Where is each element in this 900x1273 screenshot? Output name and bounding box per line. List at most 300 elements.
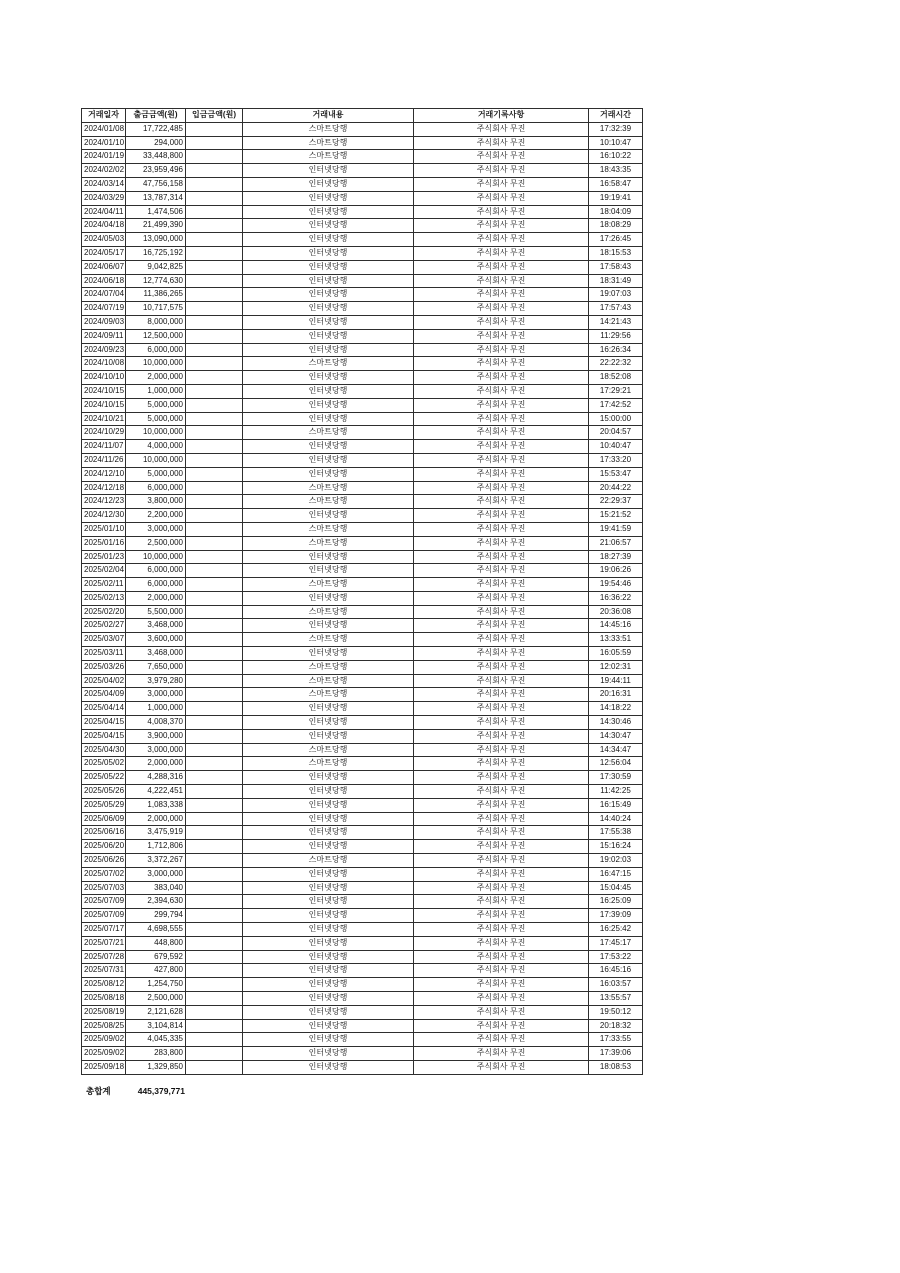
record-cell: 주식회사 무진 (414, 1005, 589, 1019)
record-cell: 주식회사 무진 (414, 136, 589, 150)
deposit-amount-cell (186, 1060, 243, 1074)
time-cell: 13:33:51 (589, 633, 643, 647)
record-cell: 주식회사 무진 (414, 467, 589, 481)
date-cell: 2024/07/19 (82, 302, 126, 316)
date-cell: 2025/04/14 (82, 702, 126, 716)
table-row (82, 1033, 643, 1047)
table-row (82, 260, 643, 274)
total-row (86, 1085, 185, 1097)
table-row (82, 274, 643, 288)
table-row (82, 453, 643, 467)
table-row (82, 536, 643, 550)
header-withdrawal: 출금금액(원) (126, 109, 186, 123)
deposit-amount-cell (186, 426, 243, 440)
withdrawal-amount-cell: 7,650,000 (126, 660, 186, 674)
date-cell: 2025/08/19 (82, 1005, 126, 1019)
date-cell: 2024/06/18 (82, 274, 126, 288)
description-cell: 인터넷당행 (243, 964, 414, 978)
record-cell: 주식회사 무진 (414, 384, 589, 398)
time-cell: 14:40:24 (589, 812, 643, 826)
record-cell: 주식회사 무진 (414, 936, 589, 950)
time-cell: 17:26:45 (589, 233, 643, 247)
record-cell: 주식회사 무진 (414, 881, 589, 895)
deposit-amount-cell (186, 771, 243, 785)
description-cell: 인터넷당행 (243, 978, 414, 992)
time-cell: 16:45:16 (589, 964, 643, 978)
deposit-amount-cell (186, 909, 243, 923)
table-row (82, 1005, 643, 1019)
table-row (82, 605, 643, 619)
record-cell: 주식회사 무진 (414, 909, 589, 923)
description-cell: 스마트당행 (243, 150, 414, 164)
record-cell: 주식회사 무진 (414, 978, 589, 992)
deposit-amount-cell (186, 564, 243, 578)
time-cell: 18:43:35 (589, 164, 643, 178)
record-cell: 주식회사 무진 (414, 895, 589, 909)
deposit-amount-cell (186, 164, 243, 178)
withdrawal-amount-cell: 12,774,630 (126, 274, 186, 288)
record-cell: 주식회사 무진 (414, 205, 589, 219)
description-cell: 스마트당행 (243, 522, 414, 536)
header-date: 거래일자 (82, 109, 126, 123)
withdrawal-amount-cell: 6,000,000 (126, 564, 186, 578)
record-cell: 주식회사 무진 (414, 164, 589, 178)
date-cell: 2025/04/02 (82, 674, 126, 688)
withdrawal-amount-cell: 3,468,000 (126, 619, 186, 633)
table-row (82, 674, 643, 688)
deposit-amount-cell (186, 688, 243, 702)
description-cell: 인터넷당행 (243, 371, 414, 385)
table-row (82, 909, 643, 923)
record-cell: 주식회사 무진 (414, 315, 589, 329)
time-cell: 17:57:43 (589, 302, 643, 316)
time-cell: 16:03:57 (589, 978, 643, 992)
record-cell: 주식회사 무진 (414, 1019, 589, 1033)
date-cell: 2025/07/09 (82, 895, 126, 909)
date-cell: 2025/01/23 (82, 550, 126, 564)
description-cell: 인터넷당행 (243, 191, 414, 205)
table-row (82, 398, 643, 412)
time-cell: 17:33:20 (589, 453, 643, 467)
withdrawal-amount-cell: 3,000,000 (126, 522, 186, 536)
time-cell: 15:53:47 (589, 467, 643, 481)
time-cell: 20:36:08 (589, 605, 643, 619)
record-cell: 주식회사 무진 (414, 591, 589, 605)
time-cell: 11:42:25 (589, 785, 643, 799)
description-cell: 스마트당행 (243, 495, 414, 509)
record-cell: 주식회사 무진 (414, 1033, 589, 1047)
time-cell: 16:10:22 (589, 150, 643, 164)
table-row (82, 481, 643, 495)
description-cell: 스마트당행 (243, 536, 414, 550)
record-cell: 주식회사 무진 (414, 481, 589, 495)
time-cell: 17:55:38 (589, 826, 643, 840)
description-cell: 스마트당행 (243, 757, 414, 771)
description-cell: 스마트당행 (243, 605, 414, 619)
table-row (82, 384, 643, 398)
withdrawal-amount-cell: 10,000,000 (126, 550, 186, 564)
record-cell: 주식회사 무진 (414, 647, 589, 661)
date-cell: 2024/10/08 (82, 357, 126, 371)
date-cell: 2025/07/31 (82, 964, 126, 978)
description-cell: 인터넷당행 (243, 1060, 414, 1074)
record-cell: 주식회사 무진 (414, 854, 589, 868)
withdrawal-amount-cell: 5,000,000 (126, 412, 186, 426)
description-cell: 인터넷당행 (243, 950, 414, 964)
withdrawal-amount-cell: 283,800 (126, 1047, 186, 1061)
table-row (82, 660, 643, 674)
record-cell: 주식회사 무진 (414, 743, 589, 757)
withdrawal-amount-cell: 2,200,000 (126, 509, 186, 523)
record-cell: 주식회사 무진 (414, 150, 589, 164)
time-cell: 18:31:49 (589, 274, 643, 288)
record-cell: 주식회사 무진 (414, 633, 589, 647)
table-row (82, 1047, 643, 1061)
withdrawal-amount-cell: 13,787,314 (126, 191, 186, 205)
deposit-amount-cell (186, 647, 243, 661)
deposit-amount-cell (186, 798, 243, 812)
withdrawal-amount-cell: 21,499,390 (126, 219, 186, 233)
record-cell: 주식회사 무진 (414, 177, 589, 191)
table-row (82, 1019, 643, 1033)
table-row (82, 357, 643, 371)
time-cell: 19:06:26 (589, 564, 643, 578)
time-cell: 16:26:34 (589, 343, 643, 357)
time-cell: 14:18:22 (589, 702, 643, 716)
description-cell: 스마트당행 (243, 660, 414, 674)
time-cell: 18:15:53 (589, 246, 643, 260)
table-row (82, 343, 643, 357)
time-cell: 16:25:09 (589, 895, 643, 909)
time-cell: 19:44:11 (589, 674, 643, 688)
table-row (82, 302, 643, 316)
withdrawal-amount-cell: 3,900,000 (126, 729, 186, 743)
deposit-amount-cell (186, 246, 243, 260)
description-cell: 인터넷당행 (243, 771, 414, 785)
time-cell: 22:22:32 (589, 357, 643, 371)
date-cell: 2025/03/11 (82, 647, 126, 661)
withdrawal-amount-cell: 13,090,000 (126, 233, 186, 247)
description-cell: 인터넷당행 (243, 909, 414, 923)
record-cell: 주식회사 무진 (414, 1047, 589, 1061)
record-cell: 주식회사 무진 (414, 288, 589, 302)
deposit-amount-cell (186, 702, 243, 716)
record-cell: 주식회사 무진 (414, 619, 589, 633)
table-row (82, 867, 643, 881)
record-cell: 주식회사 무진 (414, 371, 589, 385)
time-cell: 14:30:46 (589, 716, 643, 730)
description-cell: 인터넷당행 (243, 205, 414, 219)
table-row (82, 191, 643, 205)
record-cell: 주식회사 무진 (414, 1060, 589, 1074)
record-cell: 주식회사 무진 (414, 412, 589, 426)
deposit-amount-cell (186, 826, 243, 840)
time-cell: 18:04:09 (589, 205, 643, 219)
record-cell: 주식회사 무진 (414, 826, 589, 840)
date-cell: 2024/05/03 (82, 233, 126, 247)
withdrawal-amount-cell: 2,500,000 (126, 536, 186, 550)
time-cell: 16:25:42 (589, 923, 643, 937)
time-cell: 19:19:41 (589, 191, 643, 205)
date-cell: 2024/04/11 (82, 205, 126, 219)
description-cell: 스마트당행 (243, 578, 414, 592)
record-cell: 주식회사 무진 (414, 660, 589, 674)
deposit-amount-cell (186, 550, 243, 564)
date-cell: 2025/07/02 (82, 867, 126, 881)
deposit-amount-cell (186, 978, 243, 992)
time-cell: 15:21:52 (589, 509, 643, 523)
deposit-amount-cell (186, 591, 243, 605)
table-row (82, 509, 643, 523)
record-cell: 주식회사 무진 (414, 453, 589, 467)
date-cell: 2025/07/28 (82, 950, 126, 964)
deposit-amount-cell (186, 1047, 243, 1061)
time-cell: 20:04:57 (589, 426, 643, 440)
withdrawal-amount-cell: 4,288,316 (126, 771, 186, 785)
time-cell: 21:06:57 (589, 536, 643, 550)
deposit-amount-cell (186, 219, 243, 233)
date-cell: 2025/04/15 (82, 716, 126, 730)
date-cell: 2024/10/15 (82, 398, 126, 412)
withdrawal-amount-cell: 3,000,000 (126, 743, 186, 757)
withdrawal-amount-cell: 12,500,000 (126, 329, 186, 343)
date-cell: 2025/09/02 (82, 1047, 126, 1061)
record-cell: 주식회사 무진 (414, 702, 589, 716)
record-cell: 주식회사 무진 (414, 440, 589, 454)
table-row (82, 854, 643, 868)
deposit-amount-cell (186, 950, 243, 964)
table-row (82, 329, 643, 343)
time-cell: 14:34:47 (589, 743, 643, 757)
withdrawal-amount-cell: 2,500,000 (126, 992, 186, 1006)
date-cell: 2024/09/11 (82, 329, 126, 343)
date-cell: 2025/06/26 (82, 854, 126, 868)
record-cell: 주식회사 무진 (414, 329, 589, 343)
date-cell: 2024/12/23 (82, 495, 126, 509)
withdrawal-amount-cell: 3,000,000 (126, 688, 186, 702)
table-row (82, 633, 643, 647)
deposit-amount-cell (186, 881, 243, 895)
deposit-amount-cell (186, 674, 243, 688)
description-cell: 스마트당행 (243, 136, 414, 150)
time-cell: 20:16:31 (589, 688, 643, 702)
deposit-amount-cell (186, 936, 243, 950)
description-cell: 인터넷당행 (243, 812, 414, 826)
time-cell: 10:10:47 (589, 136, 643, 150)
total-value: 445,379,771 (137, 1086, 185, 1096)
date-cell: 2024/12/10 (82, 467, 126, 481)
record-cell: 주식회사 무진 (414, 757, 589, 771)
description-cell: 인터넷당행 (243, 729, 414, 743)
table-row (82, 564, 643, 578)
description-cell: 인터넷당행 (243, 1019, 414, 1033)
time-cell: 10:40:47 (589, 440, 643, 454)
time-cell: 16:15:49 (589, 798, 643, 812)
description-cell: 인터넷당행 (243, 550, 414, 564)
date-cell: 2024/07/04 (82, 288, 126, 302)
description-cell: 인터넷당행 (243, 647, 414, 661)
date-cell: 2025/05/26 (82, 785, 126, 799)
description-cell: 인터넷당행 (243, 564, 414, 578)
withdrawal-amount-cell: 47,756,158 (126, 177, 186, 191)
deposit-amount-cell (186, 923, 243, 937)
deposit-amount-cell (186, 357, 243, 371)
table-row (82, 964, 643, 978)
date-cell: 2025/08/12 (82, 978, 126, 992)
table-row (82, 840, 643, 854)
withdrawal-amount-cell: 11,386,265 (126, 288, 186, 302)
deposit-amount-cell (186, 743, 243, 757)
date-cell: 2025/01/16 (82, 536, 126, 550)
withdrawal-amount-cell: 1,329,850 (126, 1060, 186, 1074)
deposit-amount-cell (186, 854, 243, 868)
time-cell: 14:45:16 (589, 619, 643, 633)
description-cell: 인터넷당행 (243, 467, 414, 481)
record-cell: 주식회사 무진 (414, 122, 589, 136)
time-cell: 12:56:04 (589, 757, 643, 771)
transactions-table (81, 108, 643, 1075)
time-cell: 17:42:52 (589, 398, 643, 412)
date-cell: 2025/05/02 (82, 757, 126, 771)
date-cell: 2025/02/13 (82, 591, 126, 605)
withdrawal-amount-cell: 10,000,000 (126, 357, 186, 371)
description-cell: 인터넷당행 (243, 329, 414, 343)
withdrawal-amount-cell: 3,475,919 (126, 826, 186, 840)
description-cell: 인터넷당행 (243, 992, 414, 1006)
description-cell: 인터넷당행 (243, 1033, 414, 1047)
header-record: 거래기록사항 (414, 109, 589, 123)
withdrawal-amount-cell: 4,000,000 (126, 440, 186, 454)
table-row (82, 992, 643, 1006)
withdrawal-amount-cell: 9,042,825 (126, 260, 186, 274)
withdrawal-amount-cell: 4,698,555 (126, 923, 186, 937)
description-cell: 인터넷당행 (243, 798, 414, 812)
time-cell: 17:32:39 (589, 122, 643, 136)
date-cell: 2024/04/18 (82, 219, 126, 233)
record-cell: 주식회사 무진 (414, 219, 589, 233)
deposit-amount-cell (186, 522, 243, 536)
date-cell: 2025/04/09 (82, 688, 126, 702)
deposit-amount-cell (186, 329, 243, 343)
time-cell: 14:30:47 (589, 729, 643, 743)
description-cell: 인터넷당행 (243, 936, 414, 950)
record-cell: 주식회사 무진 (414, 923, 589, 937)
withdrawal-amount-cell: 3,104,814 (126, 1019, 186, 1033)
withdrawal-amount-cell: 2,000,000 (126, 812, 186, 826)
table-header-row (82, 109, 643, 123)
time-cell: 17:39:06 (589, 1047, 643, 1061)
deposit-amount-cell (186, 785, 243, 799)
date-cell: 2025/09/02 (82, 1033, 126, 1047)
record-cell: 주식회사 무진 (414, 536, 589, 550)
description-cell: 스마트당행 (243, 854, 414, 868)
description-cell: 스마트당행 (243, 674, 414, 688)
table-row (82, 895, 643, 909)
header-deposit: 입금금액(원) (186, 109, 243, 123)
date-cell: 2024/02/02 (82, 164, 126, 178)
description-cell: 인터넷당행 (243, 867, 414, 881)
record-cell: 주식회사 무진 (414, 522, 589, 536)
time-cell: 17:29:21 (589, 384, 643, 398)
time-cell: 19:50:12 (589, 1005, 643, 1019)
description-cell: 인터넷당행 (243, 274, 414, 288)
record-cell: 주식회사 무진 (414, 771, 589, 785)
withdrawal-amount-cell: 1,254,750 (126, 978, 186, 992)
table-row (82, 150, 643, 164)
record-cell: 주식회사 무진 (414, 246, 589, 260)
withdrawal-amount-cell: 6,000,000 (126, 481, 186, 495)
time-cell: 17:58:43 (589, 260, 643, 274)
time-cell: 16:47:15 (589, 867, 643, 881)
time-cell: 18:08:53 (589, 1060, 643, 1074)
withdrawal-amount-cell: 10,000,000 (126, 426, 186, 440)
withdrawal-amount-cell: 23,959,496 (126, 164, 186, 178)
withdrawal-amount-cell: 2,000,000 (126, 591, 186, 605)
deposit-amount-cell (186, 191, 243, 205)
table-row (82, 371, 643, 385)
withdrawal-amount-cell: 3,000,000 (126, 867, 186, 881)
withdrawal-amount-cell: 427,800 (126, 964, 186, 978)
deposit-amount-cell (186, 177, 243, 191)
table-row (82, 122, 643, 136)
record-cell: 주식회사 무진 (414, 840, 589, 854)
time-cell: 17:39:09 (589, 909, 643, 923)
deposit-amount-cell (186, 260, 243, 274)
deposit-amount-cell (186, 992, 243, 1006)
table-row (82, 798, 643, 812)
deposit-amount-cell (186, 384, 243, 398)
date-cell: 2025/02/11 (82, 578, 126, 592)
description-cell: 인터넷당행 (243, 895, 414, 909)
withdrawal-amount-cell: 1,083,338 (126, 798, 186, 812)
record-cell: 주식회사 무진 (414, 716, 589, 730)
time-cell: 19:41:59 (589, 522, 643, 536)
deposit-amount-cell (186, 1019, 243, 1033)
record-cell: 주식회사 무진 (414, 729, 589, 743)
record-cell: 주식회사 무진 (414, 398, 589, 412)
description-cell: 인터넷당행 (243, 164, 414, 178)
withdrawal-amount-cell: 6,000,000 (126, 343, 186, 357)
date-cell: 2025/02/20 (82, 605, 126, 619)
record-cell: 주식회사 무진 (414, 674, 589, 688)
date-cell: 2024/01/08 (82, 122, 126, 136)
date-cell: 2025/07/09 (82, 909, 126, 923)
withdrawal-amount-cell: 3,600,000 (126, 633, 186, 647)
table-row (82, 219, 643, 233)
time-cell: 19:07:03 (589, 288, 643, 302)
time-cell: 12:02:31 (589, 660, 643, 674)
time-cell: 19:54:46 (589, 578, 643, 592)
description-cell: 인터넷당행 (243, 288, 414, 302)
description-cell: 인터넷당행 (243, 923, 414, 937)
withdrawal-amount-cell: 4,222,451 (126, 785, 186, 799)
record-cell: 주식회사 무진 (414, 495, 589, 509)
table-row (82, 550, 643, 564)
withdrawal-amount-cell: 294,000 (126, 136, 186, 150)
record-cell: 주식회사 무진 (414, 233, 589, 247)
table-row (82, 619, 643, 633)
date-cell: 2024/11/26 (82, 453, 126, 467)
deposit-amount-cell (186, 288, 243, 302)
header-time: 거래시간 (589, 109, 643, 123)
date-cell: 2024/12/30 (82, 509, 126, 523)
table-row (82, 136, 643, 150)
deposit-amount-cell (186, 440, 243, 454)
record-cell: 주식회사 무진 (414, 992, 589, 1006)
description-cell: 스마트당행 (243, 122, 414, 136)
description-cell: 스마트당행 (243, 426, 414, 440)
withdrawal-amount-cell: 299,794 (126, 909, 186, 923)
